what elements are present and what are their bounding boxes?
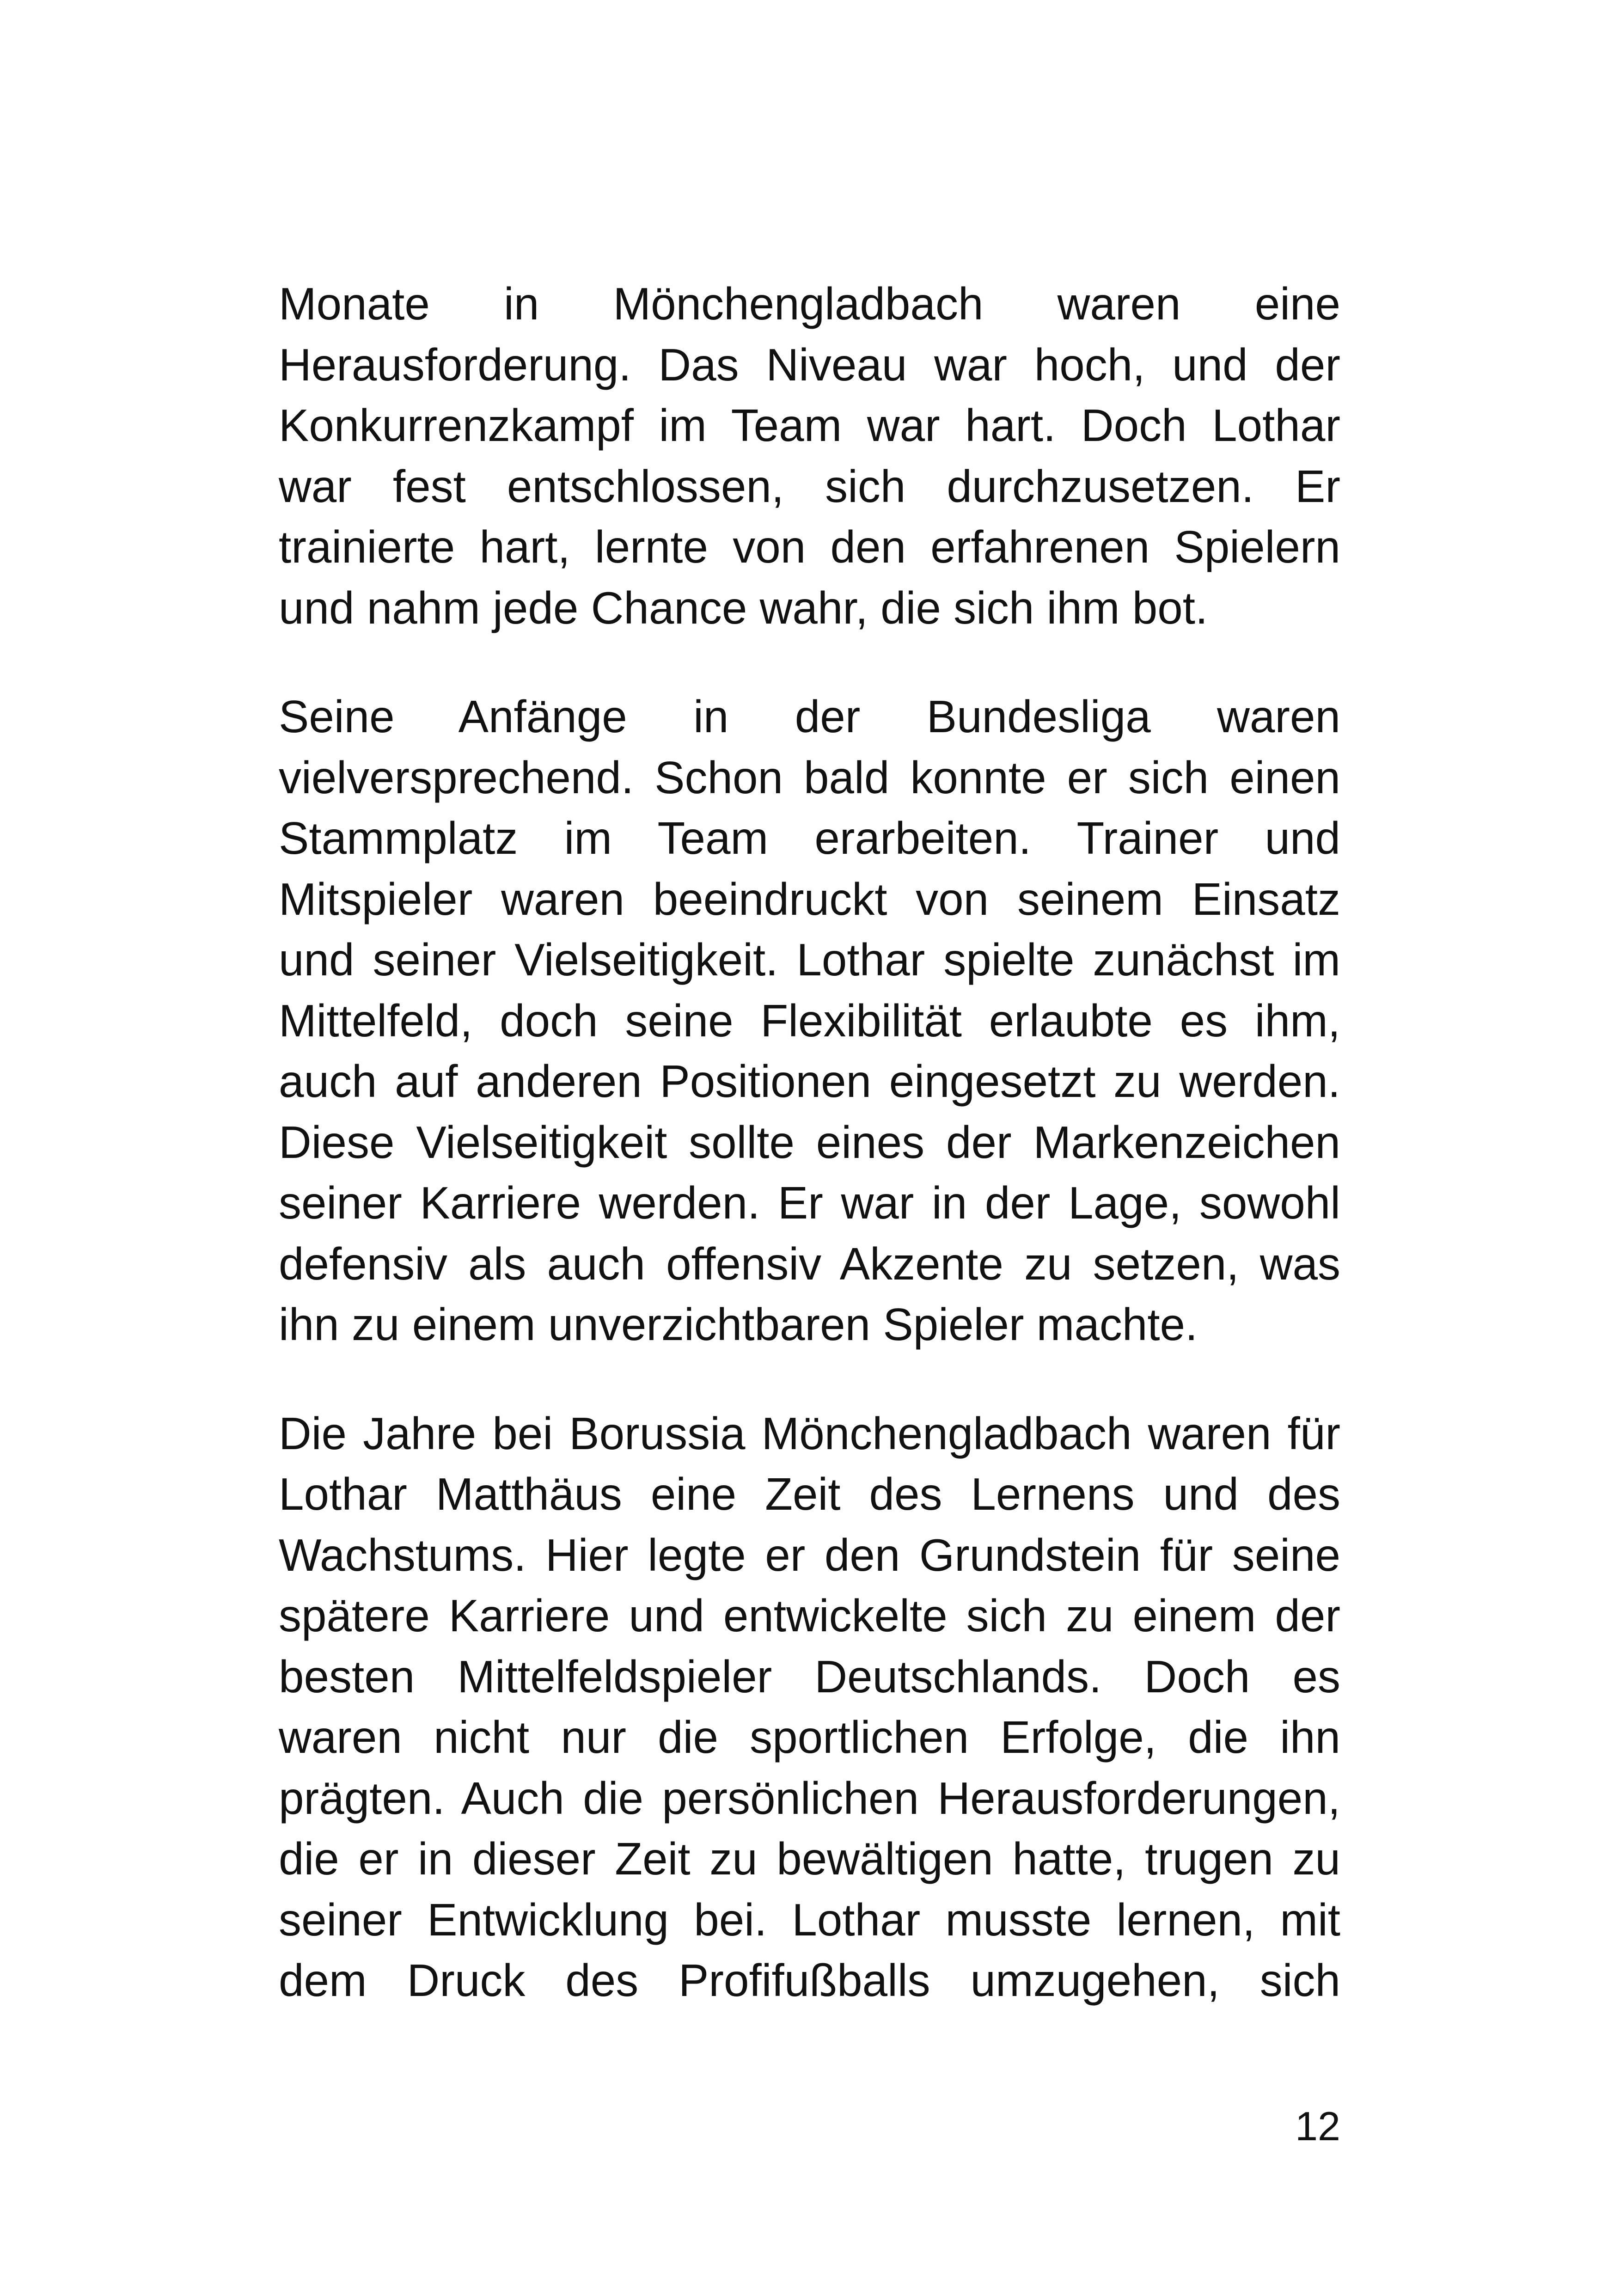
paragraph-2: Seine Anfänge in der Bundesliga waren vielversprechend. Schon bald konnte er sich einen Stammplatz im Team erarbeiten. Trainer und Mitspieler waren beeindruckt von seinem Einsatz und seiner Vielseitigkeit. Lothar spielte zunächst im Mittelfeld, doch seine Flexibilität erlaubte es ihm, auch auf anderen Positionen eingesetzt zu werden. Diese Vielseitigkeit sollte eines der Markenzeichen seiner Karriere werden. Er war in der Lage, sowohl defensiv als auch offensiv Akzente zu setzen, was ihn zu einem unverzichtbaren Spieler machte. bbox=[279, 691, 1340, 1350]
body-text bbox=[279, 274, 1340, 2059]
paragraph-1: Monate in Mönchengladbach waren eine Herausforderung. Das Niveau war hoch, und der Konkurrenzkampf im Team war hart. Doch Lothar war fest entschlossen, sich durchzusetzen. Er trainierte hart, lernte von den erfahrenen Spielern und nahm jede Chance wahr, die sich ihm bot. bbox=[279, 278, 1340, 633]
paragraph-3: Die Jahre bei Borussia Mönchengladbach waren für Lothar Matthäus eine Zeit des Lernens und des Wachstums. Hier legte er den Grundstein für seine spätere Karriere und entwickelte sich zu einem der besten Mittelfeldspieler Deutschlands. Doch es waren nicht nur die sportlichen Erfolge, die ihn prägten. Auch die persönlichen Herausforderungen, die er in dieser Zeit zu bewältigen hatte, trugen zu seiner Entwicklung bei. Lothar musste lernen, mit dem Druck des Profifußballs umzugehen, sich bbox=[279, 1408, 1340, 2006]
page-number: 12 bbox=[1295, 2103, 1340, 2149]
